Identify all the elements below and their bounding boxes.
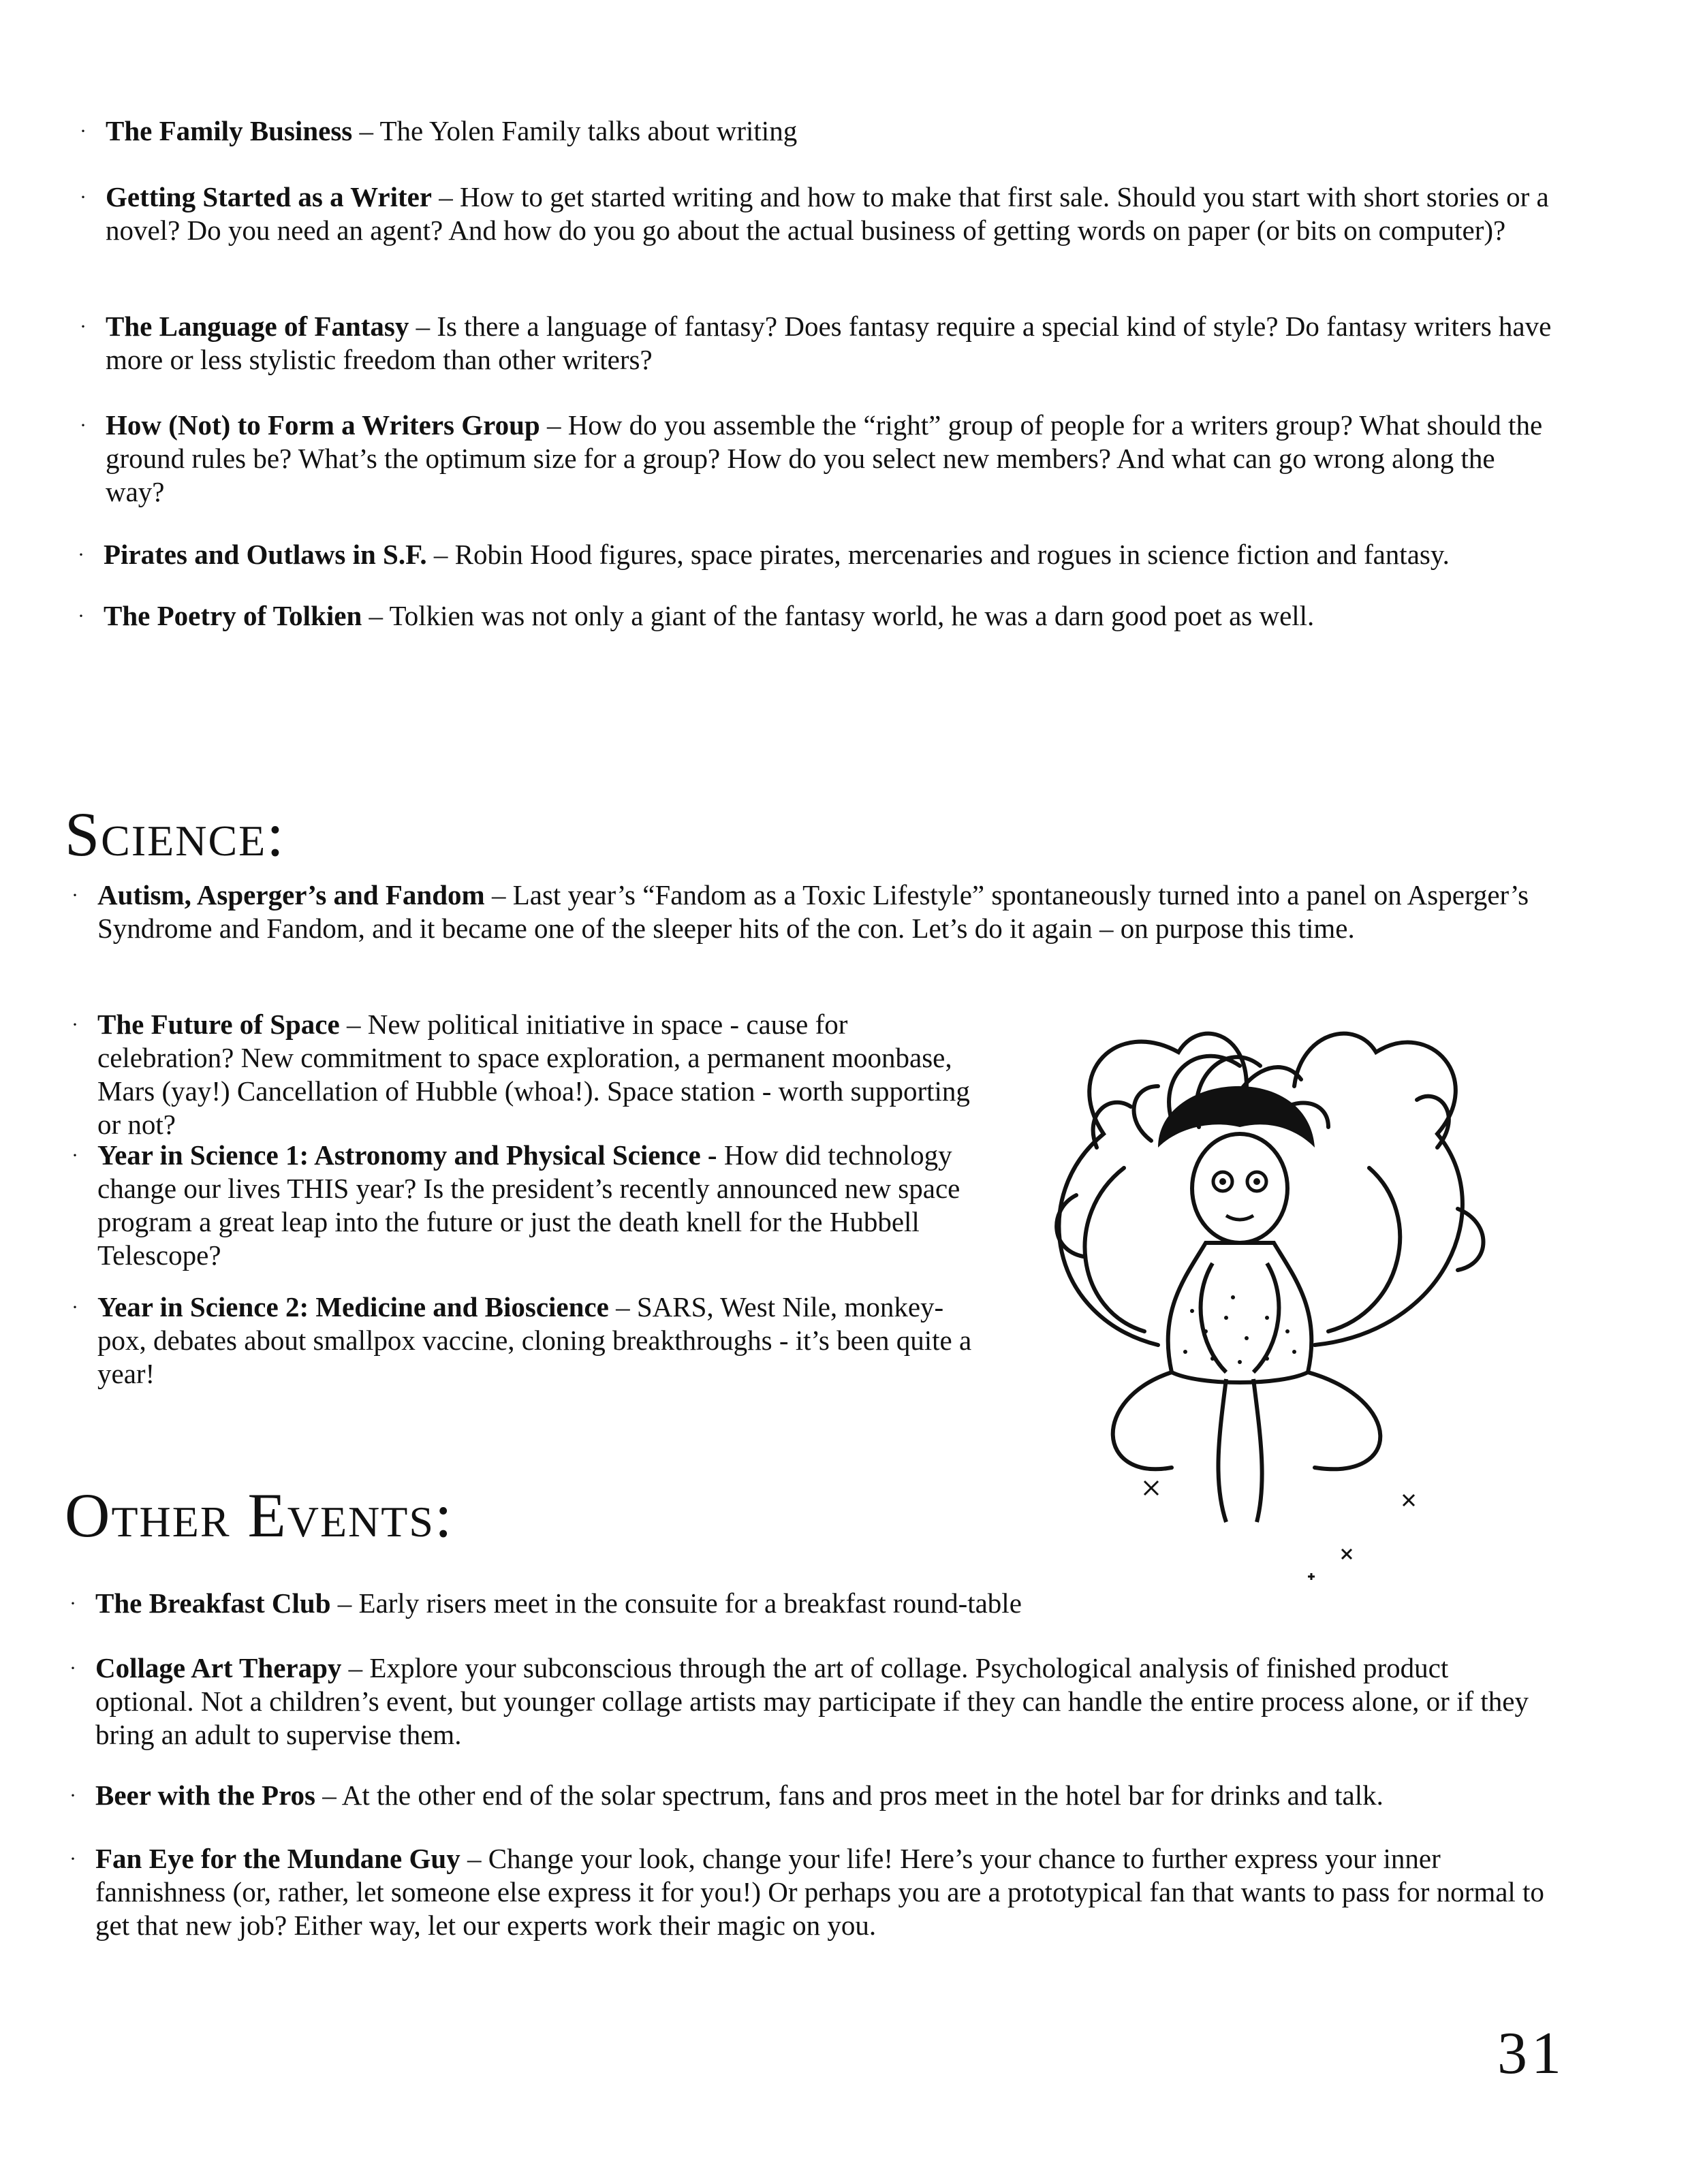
bullet: ·	[69, 1848, 76, 1870]
item-text: – Tolkien was not only a giant of the fantasy world, he was a darn good poet as well.	[362, 600, 1315, 631]
list-item	[80, 180, 1557, 247]
item-title: Year in Science 2: Medicine and Bioscience	[97, 1291, 609, 1323]
list-item	[72, 1139, 976, 1272]
item-title: Fan Eye for the Mundane Guy	[95, 1843, 460, 1874]
bullet: ·	[69, 1657, 76, 1679]
item-title: Collage Art Therapy	[95, 1652, 342, 1683]
list-item	[80, 409, 1557, 509]
bullet: ·	[80, 414, 87, 437]
bullet: ·	[69, 1592, 76, 1615]
fairy-illustration	[1022, 991, 1512, 1604]
item-text: – Early risers meet in the consuite for a breakfast round-table	[330, 1587, 1022, 1619]
item-text: How did technology change our lives THIS year? Is the president’s recently announced new space program a great leap into the future or just the death knell for the Hubbell Telescope?	[97, 1139, 960, 1271]
list-item	[69, 1651, 1546, 1752]
bullet: ·	[72, 1296, 78, 1318]
item-text: – How to get started writing and how to make that first sale. Should you start with short stories or a novel? Do you need an agent? And how do you go about the actual business of getting words on paper (or bits on computer)?	[106, 181, 1549, 246]
item-title: How (Not) to Form a Writers Group	[106, 409, 540, 441]
item-title: The Future of Space	[97, 1009, 340, 1040]
list-item	[72, 879, 1548, 945]
item-title: The Poetry of Tolkien	[104, 600, 362, 631]
list-item	[80, 114, 1557, 148]
bullet: ·	[78, 543, 84, 566]
item-text: – Is there a language of fantasy? Does fantasy require a special kind of style? Do fantasy writers have more or less stylistic freedom than other writers?	[106, 311, 1552, 375]
bullet: ·	[80, 315, 87, 338]
bullet: ·	[69, 1784, 76, 1807]
item-text: – SARS, West Nile, monkey-pox, debates about smallpox vaccine, cloning breakthroughs - it’s been quite a year!	[97, 1291, 972, 1389]
list-item	[78, 538, 1602, 571]
list-item	[80, 310, 1557, 377]
section-heading-science: Science:	[65, 800, 285, 869]
item-title: The Language of Fantasy	[106, 311, 409, 342]
bullet: ·	[72, 884, 78, 906]
item-text: – Robin Hood figures, space pirates, mercenaries and rogues in science fiction and fantasy.	[426, 539, 1450, 570]
bullet: ·	[80, 120, 87, 142]
item-title: Getting Started as a Writer	[106, 181, 433, 212]
item-text: – The Yolen Family talks about writing	[352, 115, 798, 146]
list-item	[69, 1842, 1546, 1942]
item-text: – At the other end of the solar spectrum, fans and pros meet in the hotel bar for drinks and talk.	[315, 1779, 1384, 1811]
bullet: ·	[80, 186, 87, 208]
list-item	[69, 1779, 1560, 1812]
item-text: – How do you assemble the “right” group of people for a writers group? What should the ground rules be? What’s the optimum size for a group? How do you select new members? And what can go wrong along the way?	[106, 409, 1543, 507]
page-number: 31	[1497, 2021, 1565, 2087]
item-text: – Change your look, change your life! Here’s your chance to further express your inner fannishness (or, rather, let someone else express it for you!) Or perhaps you are a prototypical fan that wants to pass for normal to get that new job? Either way, let our experts work their magic on you.	[95, 1843, 1544, 1941]
item-title: Year in Science 1: Astronomy and Physical Science -	[97, 1139, 717, 1171]
item-text: – Explore your subconscious through the art of collage. Psychological analysis of finished product optional. Not a children’s event, but younger collage artists may participate if they can handle the entire process alone, or if they bring an adult to supervise them.	[95, 1652, 1529, 1750]
item-text: – New political initiative in space - cause for celebration? New commitment to space exploration, a permanent moonbase, Mars (yay!) Cancellation of Hubble (whoa!). Space station - worth supporting or not?	[97, 1009, 970, 1140]
list-item	[78, 599, 1602, 633]
item-title: The Breakfast Club	[95, 1587, 331, 1619]
item-title: The Family Business	[106, 115, 353, 146]
list-item	[72, 1291, 976, 1391]
item-title: Beer with the Pros	[95, 1779, 316, 1811]
item-title: Pirates and Outlaws in S.F.	[104, 539, 427, 570]
bullet: ·	[78, 605, 84, 627]
section-heading-other-events: Other Events:	[65, 1481, 454, 1550]
bullet: ·	[72, 1013, 78, 1036]
list-item	[69, 1587, 1546, 1620]
item-text: – Last year’s “Fandom as a Toxic Lifestyle” spontaneously turned into a panel on Asperger’s Syndrome and Fandom, and it became one of the sleeper hits of the con. Let’s do it again – on purpose this time.	[97, 879, 1529, 944]
bullet: ·	[72, 1144, 78, 1167]
item-title: Autism, Asperger’s and Fandom	[97, 879, 485, 911]
list-item	[72, 1008, 976, 1141]
